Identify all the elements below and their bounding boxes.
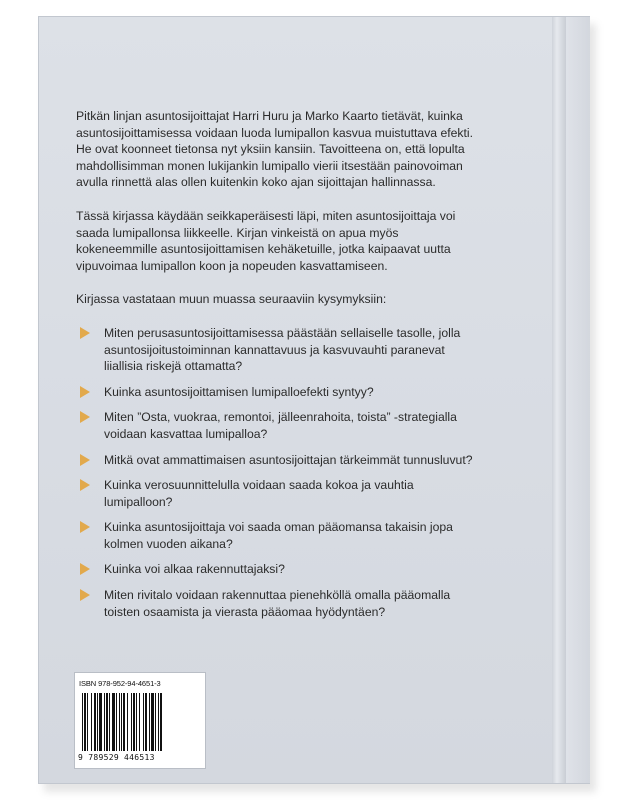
- list-item-text: Kuinka asuntosijoittamisen lumipalloefekti syntyy?: [104, 384, 374, 399]
- list-item-text: Mitkä ovat ammattimaisen asuntosijoittajan tärkeimmät tunnusluvut?: [104, 452, 473, 467]
- isbn-digits: 9 789529 446513: [78, 753, 155, 762]
- list-item: [76, 325, 476, 375]
- triangle-bullet-icon: [80, 386, 90, 398]
- paragraph-intro: Pitkän linjan asuntosijoittajat Harri Huru ja Marko Kaarto tietävät, kuinka asuntosijoittamisessa voidaan luoda lumipallon kasvua muistuttava efekti. He ovat koonneet tietonsa nyt yksiin kansiin. Tavoitteena on, että lopulta mahdollisimman monen lukijankin lumipallo vierii itsestään painovoiman avulla rinnettä alas ollen kuitenkin koko ajan sijoittajan hallinnassa.: [76, 109, 473, 190]
- triangle-bullet-icon: [80, 411, 90, 423]
- list-item-text: Miten rivitalo voidaan rakennuttaa pienehköllä omalla pääomalla toisten osaamista ja vierasta pääomaa hyödyntäen?: [104, 588, 451, 619]
- triangle-bullet-icon: [80, 563, 90, 575]
- list-item-text: Miten ”Osta, vuokraa, remontoi, jälleenrahoita, toista” -strategialla voidaan kasvattaa lumipalloa?: [104, 410, 457, 441]
- list-item: [76, 384, 476, 401]
- list-item-text: Kuinka voi alkaa rakennuttajaksi?: [104, 562, 285, 577]
- triangle-bullet-icon: [80, 479, 90, 491]
- triangle-bullet-icon: [80, 327, 90, 339]
- isbn-barcode-box: [74, 672, 206, 769]
- list-item: [76, 561, 476, 578]
- list-item-text: Kuinka verosuunnittelulla voidaan saada kokoa ja vauhtia lumipalloon?: [104, 478, 414, 509]
- list-item: [76, 409, 476, 442]
- question-list: [76, 325, 476, 620]
- barcode-icon: [80, 693, 200, 751]
- blurb-text: [76, 108, 476, 629]
- triangle-bullet-icon: [80, 521, 90, 533]
- list-item-text: Kuinka asuntosijoittaja voi saada oman pääomansa takaisin jopa kolmen vuoden aikana?: [104, 520, 453, 551]
- spine-hinge: [552, 17, 566, 783]
- isbn-label: ISBN 978-952-94-4651-3: [79, 679, 161, 688]
- triangle-bullet-icon: [80, 454, 90, 466]
- list-item: [76, 587, 476, 620]
- list-item: [76, 477, 476, 510]
- list-item-text: Miten perusasuntosijoittamisessa päästään sellaiselle tasolle, jolla asuntosijoitustoiminnan kannattavuus ja kasvuvauhti paranevat liiallisia riskejä ottamatta?: [104, 325, 461, 374]
- list-item: [76, 452, 476, 469]
- list-item: [76, 519, 476, 552]
- paragraph-details: Tässä kirjassa käydään seikkaperäisesti läpi, miten asuntosijoittaja voi saada lumipallonsa liikkeelle. Kirjan vinkeistä on apua myös kokeneemmille asuntosijoittamisen kehäketuille, jotka kaipaavat uutta vipuvoimaa lumipallon koon ja nopeuden kasvattamiseen.: [76, 208, 456, 273]
- paragraph-questions-lead: Kirjassa vastataan muun muassa seuraaviin kysymyksiin:: [76, 292, 387, 307]
- triangle-bullet-icon: [80, 589, 90, 601]
- spine-edge: [566, 17, 590, 783]
